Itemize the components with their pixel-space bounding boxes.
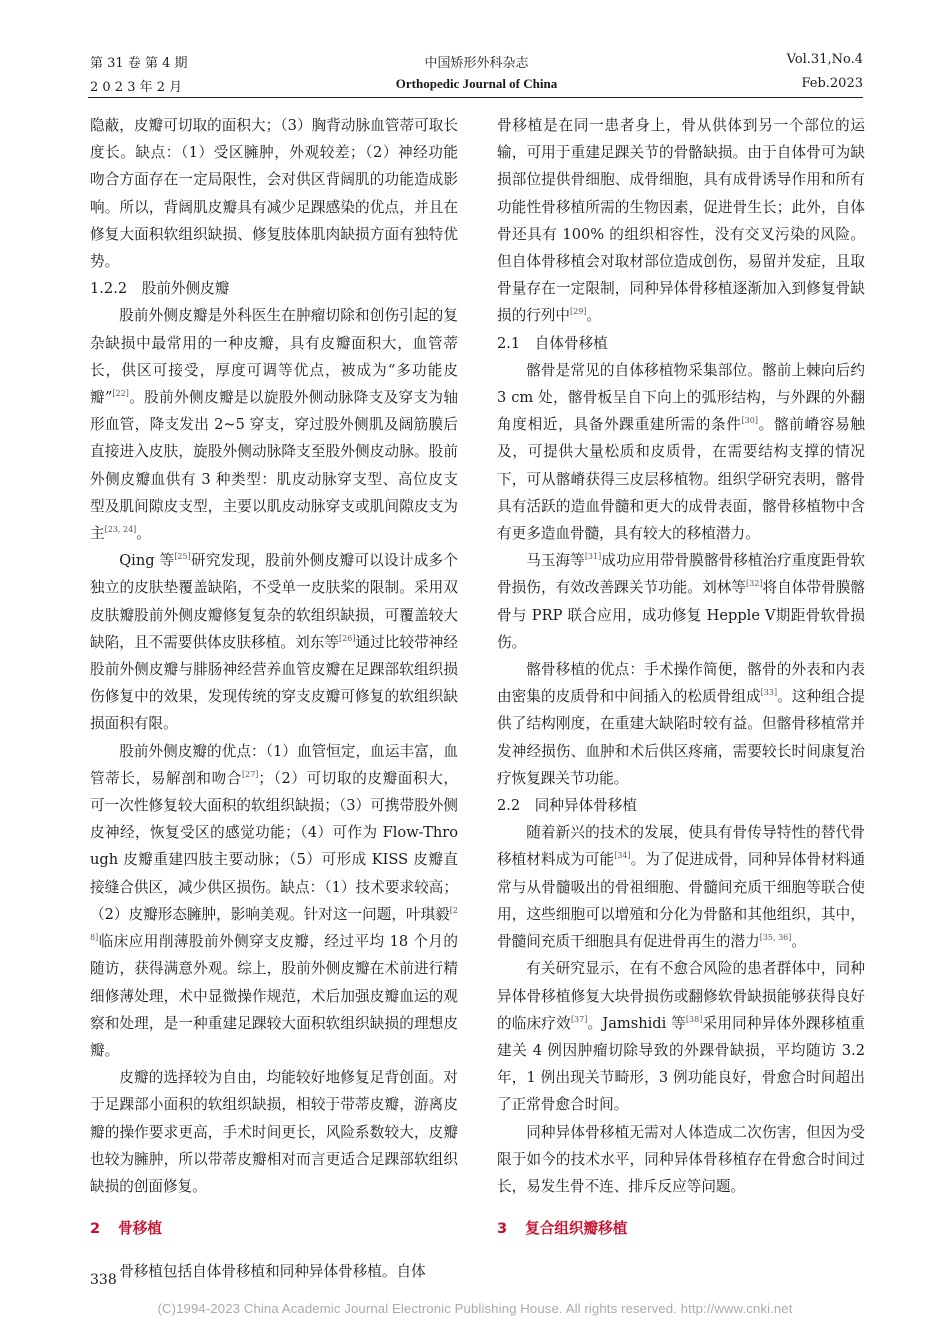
citation[interactable]: [34] xyxy=(614,851,631,861)
citation[interactable]: [37] xyxy=(570,1014,588,1024)
citation[interactable]: [27] xyxy=(242,769,259,779)
citation[interactable]: [25] xyxy=(174,552,191,562)
section-heading-2: 2 骨移植 xyxy=(90,1220,162,1238)
copyright-footer: (C)1994-2023 China Academic Journal Electronic Publishing House. All rights reserved. http://www.cnki.net xyxy=(157,1301,793,1316)
citation[interactable]: [29] xyxy=(569,307,587,317)
paragraph: 有关研究显示，在有不愈合风险的患者群体中，同种异体骨移植修复大块骨损伤或翻修软骨缺损能够获得良好的临床疗效[37]。Jamshidi 等[38]采用同种异体外踝移植重建关 4 例因肿瘤切除导致的外踝骨缺损，平均随访 3.2 年，1 例出现关节畸形，3 例功能良好，骨愈合时间超出了正常骨愈合时间。 xyxy=(497,960,865,1114)
header-rule xyxy=(88,97,863,98)
publication-date-en: Feb.2023 xyxy=(801,76,863,91)
paragraph: 股前外侧皮瓣是外科医生在肿瘤切除和创伤引起的复杂缺损中最常用的一种皮瓣，具有皮瓣面积大，血管蒂长，供区可接受，厚度可调等优点，被成为“多功能皮瓣”[22]。股前外侧皮瓣是以旋股外侧动脉降支及穿支为轴形血管，降支发出 2~5 穿支，穿过股外侧肌及阔筋膜后直接进入皮肤，旋股外侧动脉降支至股外侧皮动脉。股前外侧皮瓣血供有 3 种类型：肌皮动脉穿支型、高位皮支型及肌间隙皮支型，主要以肌皮动脉穿支或肌间隙皮支为主[23, 24]。 xyxy=(90,307,458,543)
citation[interactable]: [28] xyxy=(90,905,458,943)
paragraph: 同种异体骨移植无需对人体造成二次伤害，但因为受限于如今的技术水平，同种异体骨移植存在骨愈合时间过长，易发生骨不连、排斥反应等问题。 xyxy=(497,1123,865,1195)
subsection-heading-2-1: 2.1 自体骨移植 xyxy=(497,334,608,352)
citation[interactable]: [30] xyxy=(741,416,758,426)
citation[interactable]: [38] xyxy=(685,1014,703,1024)
publication-date-cn: 2 0 2 3 年 2 月 xyxy=(90,80,183,95)
citation[interactable]: [35, 36] xyxy=(759,933,792,943)
paragraph: 随着新兴的技术的发展，使具有骨传导特性的替代骨移植材料成为可能[34]。为了促进成骨，同种异体骨材料通常与从骨髓吸出的骨祖细胞、骨髓间充质干细胞等联合使用，这些细胞可以增殖和分化为骨骼和其他组织，其中，骨髓间充质干细胞具有促进骨再生的潜力[35, 36]。 xyxy=(497,824,865,951)
citation[interactable]: [23, 24] xyxy=(104,525,137,535)
paragraph: 骨移植是在同一患者身上，骨从供体到另一个部位的运输，可用于重建足踝关节的骨骼缺损。由于自体骨可为缺损部位提供骨细胞、成骨细胞，具有成骨诱导作用和所有功能性骨移植所需的生物因素，促进骨生长；此外，自体骨还具有 100% 的组织相容性，没有交叉污染的风险。但自体骨移植会对取材部位造成创伤，易留并发症，且取骨量存在一定限制，同种异体骨移植逐渐加入到修复骨缺损的行列中[29]。 xyxy=(497,117,865,325)
citation[interactable]: [33] xyxy=(760,688,778,698)
paragraph: 髂骨移植的优点：手术操作简便，髂骨的外表和内表由密集的皮质骨和中间插入的松质骨组成[33]。这种组合提供了结构刚度，在重建大缺陷时较有益。但髂骨移植常并发神经损伤、血肿和术后供区疼痛，需要较长时间康复治疗恢复踝关节功能。 xyxy=(497,661,865,787)
volume-issue: 第 31 卷 第 4 期 xyxy=(90,56,188,71)
citation[interactable]: [22] xyxy=(112,389,129,399)
right-column xyxy=(497,112,865,1258)
subsection-heading-1-2-2: 1.2.2 股前外侧皮瓣 xyxy=(90,280,230,298)
paragraph: 隐蔽，皮瓣可切取的面积大；（3）胸背动脉血管蒂可取长度长。缺点：（1）受区臃肿，外观较差；（2）神经功能吻合方面存在一定局限性，会对供区背阔肌的功能造成影响。所以，背阔肌皮瓣具有减少足踝感染的优点，并且在修复大面积软组织缺损、修复肢体肌肉缺损方面有独特优势。 xyxy=(90,117,458,271)
journal-title-en: Orthopedic Journal of China xyxy=(395,76,558,91)
journal-title-cn: 中国矫形外科杂志 xyxy=(424,56,529,71)
paragraph: 股前外侧皮瓣的优点：（1）血管恒定，血运丰富，血管蒂长，易解剖和吻合[27]；（2）可切取的皮瓣面积大，可一次性修复较大面积的软组织缺损；（3）可携带股外侧皮神经，恢复受区的感觉功能；（4）可作为 Flow-Through 皮瓣重建四肢主要动脉；（5）可形成 KISS 皮瓣直接缝合供区，减少供区损伤。缺点：（1）技术要求较高；（2）皮瓣形态臃肿，影响美观。针对这一问题，叶琪毅[28]临床应用削薄股前外侧穿支皮瓣，经过平均 18 个月的随访，获得满意外观。综上，股前外侧皮瓣在术前进行精细修薄处理，术中显微操作规范，术后加强皮瓣血运的观察和处理，是一种重建足踝较大面积软组织缺损的理想皮瓣。 xyxy=(90,742,458,1059)
paragraph: 骨移植包括自体骨移植和同种异体骨移植。自体 xyxy=(119,1263,426,1281)
paragraph: 皮瓣的选择较为自由，均能较好地修复足背创面。对于足踝部小面积的软组织缺损，相较于带蒂皮瓣，游离皮瓣的操作要求更高，手术时间更长，风险系数较大，皮瓣也较为臃肿，所以带蒂皮瓣相对而言更适合足踝部软组织缺损的创面修复。 xyxy=(90,1069,458,1195)
subsection-heading-2-2: 2.2 同种异体骨移植 xyxy=(497,797,637,815)
paragraph: 马玉海等[31]成功应用带骨膜髂骨移植治疗重度距骨软骨损伤，有效改善踝关节功能。刘林等[32]将自体带骨膜髂骨与 PRP 联合应用，成功修复 Hepple Ⅴ期距骨软骨损伤。 xyxy=(497,552,865,651)
volume-issue-en: Vol.31,No.4 xyxy=(786,52,863,67)
left-column xyxy=(90,112,458,1286)
page-header xyxy=(90,52,863,98)
citation[interactable]: [26] xyxy=(339,633,356,643)
paragraph: 髂骨是常见的自体移植物采集部位。髂前上棘向后约 3 cm 处，髂骨板呈自下向上的弧形结构，与外踝的外翻角度相近，具备外踝重建所需的条件[30]。髂前嵴容易触及，可提供大量松质和皮质骨，在需要结构支撑的情况下，可从髂嵴获得三皮层移植物。组织学研究表明，髂骨具有活跃的造血骨髓和更大的成骨表面，髂骨移植物中含有更多造血骨髓，具有较大的移植潜力。 xyxy=(497,361,865,543)
page-number: 338 xyxy=(90,1272,117,1288)
citation[interactable]: [32] xyxy=(746,579,763,589)
paragraph: Qing 等[25]研究发现，股前外侧皮瓣可以设计成多个独立的皮肤垫覆盖缺陷，不受单一皮肤桨的限制。采用双皮肤瓣股前外侧皮瓣修复复杂的软组织缺损，可覆盖较大缺陷，且不需要供体皮肤移植。刘东等[26]通过比较带神经股前外侧皮瓣与腓肠神经营养血管皮瓣在足踝部软组织损伤修复中的效果，发现传统的穿支皮瓣可修复的软组织缺损面积有限。 xyxy=(90,552,458,733)
section-heading-3: 3 复合组织瓣移植 xyxy=(497,1220,628,1238)
citation[interactable]: [31] xyxy=(584,552,602,562)
